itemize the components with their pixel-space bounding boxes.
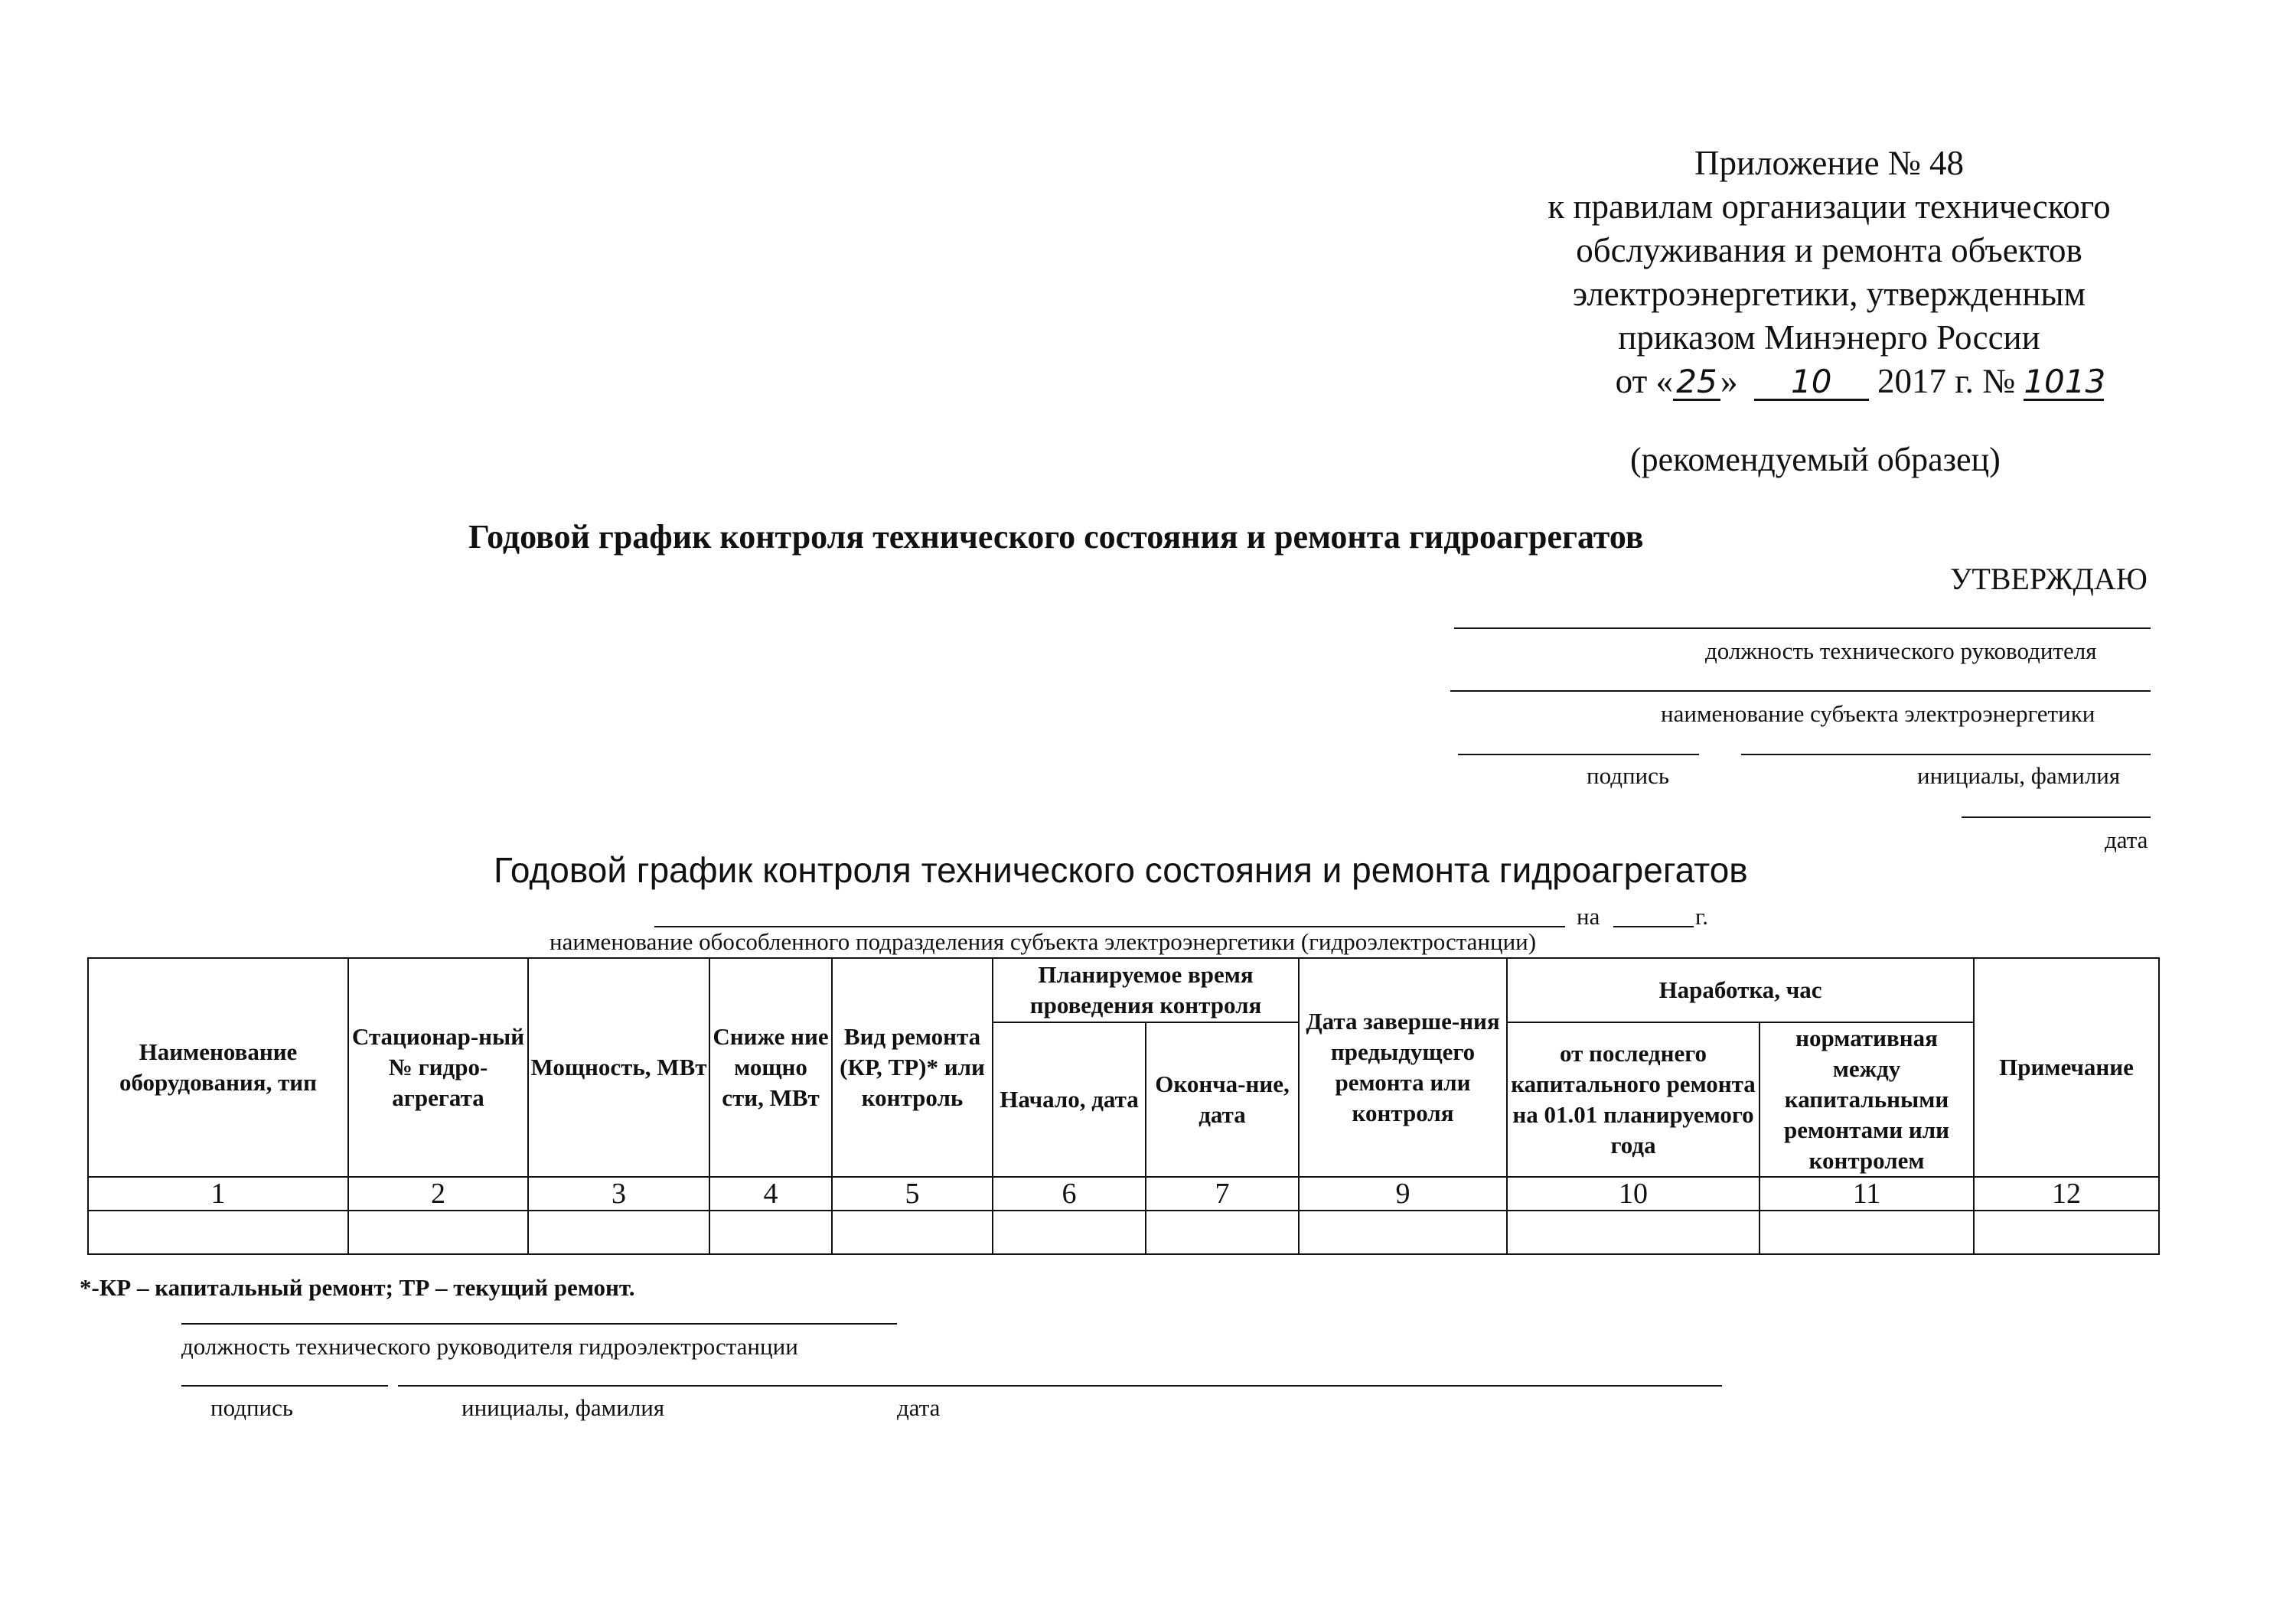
header-end-date: Оконча-ние, дата (1146, 1022, 1299, 1177)
column-number: 1 (88, 1177, 348, 1211)
sample-note: (рекомендуемый образец) (1630, 441, 2001, 478)
table-cell (993, 1211, 1146, 1254)
header-start-date: Начало, дата (993, 1022, 1146, 1177)
date-caption: дата (2105, 826, 2148, 853)
appendix-line-3: обслуживания и ремонта объектов (1576, 231, 2082, 269)
appendix-line-2: к правилам организации технического (1548, 187, 2111, 226)
bottom-name-caption: инициалы, фамилия (461, 1394, 665, 1421)
schedule-title: Годовой график контроля технического состояния и ремонта гидроагрегатов (494, 850, 1748, 890)
date-day-suffix: » (1720, 362, 1738, 400)
column-number: 3 (528, 1177, 709, 1211)
table-cell (1299, 1211, 1507, 1254)
header-runtime-normative: нормативная между капитальными ремонтами или контролем (1760, 1022, 1974, 1177)
column-number: 5 (832, 1177, 993, 1211)
header-repair-type: Вид ремонта (КР, ТР)* или контроль (832, 958, 993, 1177)
header-planned-time: Планируемое время проведения контроля (993, 958, 1299, 1022)
table-cell (832, 1211, 993, 1254)
appendix-line-5: приказом Минэнерго России (1618, 318, 2040, 357)
column-number: 7 (1146, 1177, 1299, 1211)
name-line (1741, 754, 2151, 755)
column-number: 4 (709, 1177, 832, 1211)
header-power: Мощность, МВт (528, 958, 709, 1177)
bottom-signature-line (181, 1385, 388, 1387)
column-number: 10 (1507, 1177, 1760, 1211)
column-number: 9 (1299, 1177, 1507, 1211)
date-line (1962, 816, 2151, 818)
header-runtime: Наработка, час (1507, 958, 1974, 1022)
subdivision-line (654, 926, 1565, 927)
subdivision-caption: наименование обособленного подразделения субъекта электроэнергетики (гидроэлектростанции) (550, 928, 1537, 955)
table-cell (1507, 1211, 1760, 1254)
header-power-reduction: Сниже ние мощно сти, МВт (709, 958, 832, 1177)
bottom-signature-caption: подпись (210, 1394, 294, 1421)
handwritten-order-number: 1013 (2024, 363, 2106, 400)
column-number: 2 (348, 1177, 528, 1211)
header-previous-date: Дата заверше-ния предыдущего ремонта или контроля (1299, 958, 1507, 1177)
year-line (1613, 926, 1694, 927)
table-cell (709, 1211, 832, 1254)
bottom-position-caption: должность технического руководителя гидроэлектростанции (181, 1333, 798, 1360)
bottom-date-caption: дата (897, 1394, 941, 1421)
table-cell (88, 1211, 348, 1254)
position-caption: должность технического руководителя (1705, 637, 2097, 664)
entity-caption: наименование субъекта электроэнергетики (1661, 700, 2095, 727)
order-date-line (1477, 360, 2181, 403)
table-cell (348, 1211, 528, 1254)
entity-line (1450, 690, 2151, 692)
appendix-line-4: электроэнергетики, утвержденным (1572, 275, 2086, 313)
date-prefix: от « (1615, 362, 1673, 400)
signature-caption: подпись (1587, 762, 1670, 789)
table-cell (1974, 1211, 2159, 1254)
appendix-number: Приложение № 48 (1694, 144, 1964, 182)
for-word: на (1577, 903, 1600, 930)
handwritten-month: 10 (1754, 365, 1869, 401)
schedule-table (87, 957, 2160, 1255)
bottom-name-date-line (398, 1385, 1722, 1387)
bottom-position-line (181, 1323, 897, 1325)
table-cell (528, 1211, 709, 1254)
table-cell (1146, 1211, 1299, 1254)
handwritten-day: 25 (1673, 365, 1720, 401)
table-cell (1760, 1211, 1974, 1254)
footnote: *-КР – капитальный ремонт; ТР – текущий ремонт. (80, 1274, 635, 1301)
page-title: Годовой график контроля технического состояния и ремонта гидроагрегатов (468, 518, 1644, 556)
approval-heading: УТВЕРЖДАЮ (1950, 562, 2148, 596)
year-suffix: г. (1695, 903, 1708, 930)
header-equipment: Наименование оборудования, тип (88, 958, 348, 1177)
column-number: 12 (1974, 1177, 2159, 1211)
header-unit-number: Стационар-ный № гидро-агрегата (348, 958, 528, 1177)
position-line (1454, 627, 2151, 629)
name-caption: инициалы, фамилия (1917, 762, 2121, 789)
signature-line (1458, 754, 1699, 755)
table-row (88, 1211, 2159, 1254)
appendix-header (1477, 142, 2181, 403)
column-number: 6 (993, 1177, 1146, 1211)
column-number: 11 (1760, 1177, 1974, 1211)
header-runtime-since-last: от последнего капитального ремонта на 01.01 планируемого года (1507, 1022, 1760, 1177)
column-number-row (88, 1177, 2159, 1211)
order-year: 2017 г. № (1877, 362, 2016, 400)
header-note: Примечание (1974, 958, 2159, 1177)
